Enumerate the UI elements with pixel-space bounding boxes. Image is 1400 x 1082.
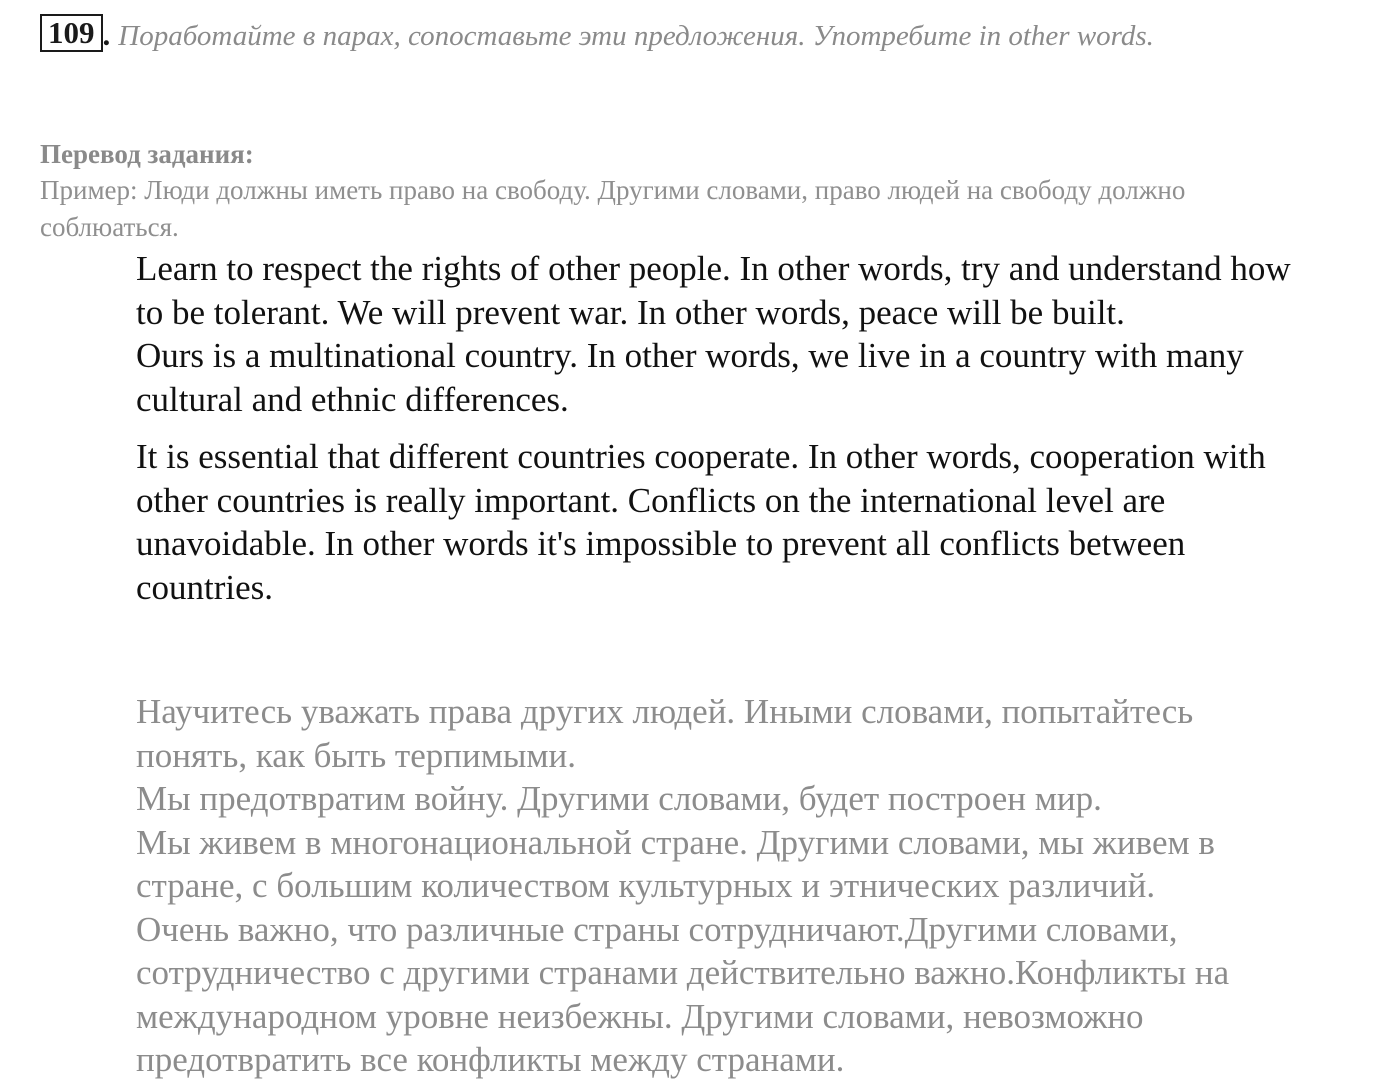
exercise-number-dot: . (102, 17, 111, 52)
exercise-number: 109 (40, 14, 103, 52)
russian-paragraph: Мы предотвратим войну. Другими словами, будет построен мир. (136, 779, 1102, 818)
translation-heading: Перевод задания: (40, 139, 254, 169)
english-answer-block (136, 247, 1306, 609)
example-text: Пример: Люди должны иметь право на свободу. Другими словами, право людей на свободу должно соблюаться. (40, 175, 1186, 242)
russian-paragraph: Мы живем в многонациональной стране. Другими словами, мы живем в стране, с большим количеством культурных и этнических различий. (136, 822, 1215, 905)
english-paragraph: It is essential that different countries cooperate. In other words, cooperation with other countries is really important. Conflicts on the international level are unavoidable. In other words it's impossible to prevent all conflicts between countries. (136, 437, 1266, 607)
exercise-header (40, 14, 1270, 56)
english-paragraph: Ours is a multinational country. In other words, we live in a country with many cultural and ethnic differences. (136, 336, 1244, 419)
russian-translation-block (136, 690, 1306, 1082)
exercise-instruction: Поработайте в парах, сопоставьте эти предложения. Употребите in other words. (118, 20, 1154, 52)
russian-paragraph: Очень важно, что различные страны сотрудничают.Другими словами, сотрудничество с другими странами действительно важно.Конфликты на международном уровне неизбежны. Другими словами, невозможно предотвратить все конфликты между странами. (136, 909, 1230, 1079)
russian-paragraph: Научитесь уважать права других людей. Иными словами, попытайтесь понять, как быть терпимыми. (136, 692, 1194, 775)
english-paragraph: Learn to respect the rights of other people. In other words, try and understand how to be tolerant. We will prevent war. In other words, peace will be built. (136, 249, 1291, 332)
